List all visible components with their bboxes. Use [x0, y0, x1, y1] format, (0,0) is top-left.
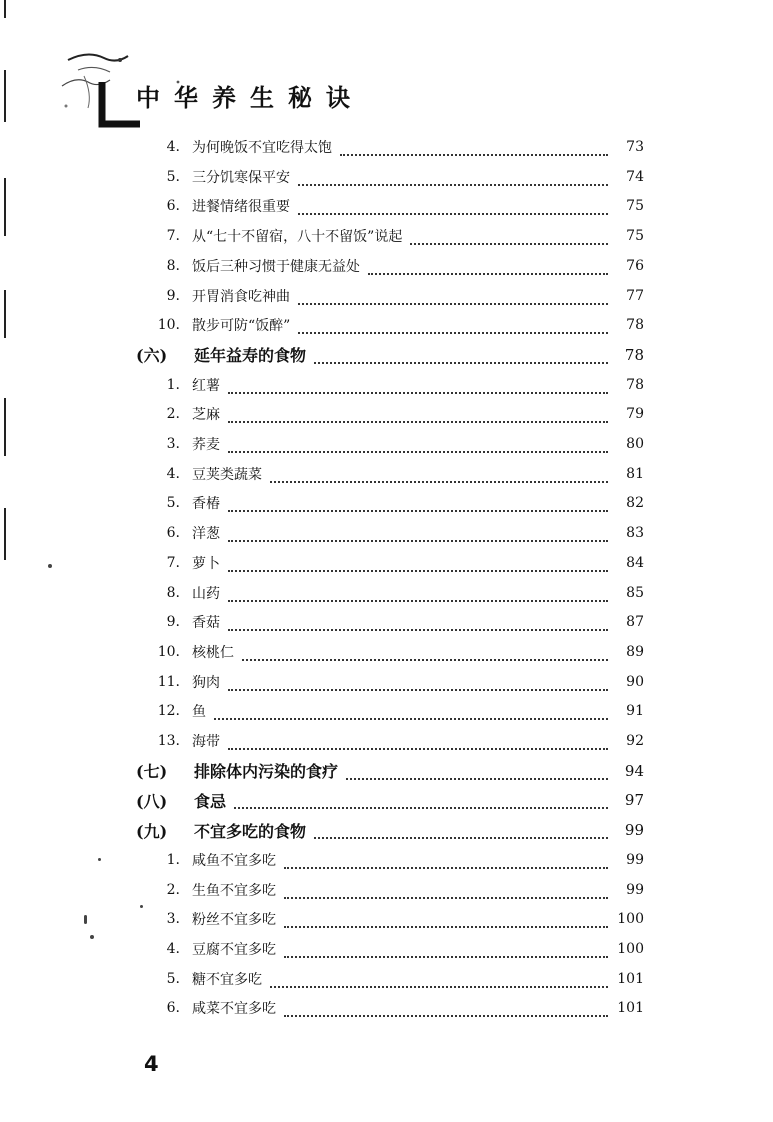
toc-entry-page: 101	[617, 1000, 644, 1017]
toc-entry-number: 12.	[157, 703, 180, 720]
toc-leader-dots	[228, 675, 608, 691]
toc-entry-row	[0, 162, 773, 192]
toc-section-row	[0, 340, 773, 370]
toc-entry-page: 78	[626, 317, 644, 334]
toc-entry-row	[0, 132, 773, 162]
toc-entry-number: 8.	[166, 584, 180, 601]
toc-entry-row	[0, 578, 773, 608]
toc-entry-row	[0, 696, 773, 726]
toc-leader-dots	[284, 853, 608, 869]
toc-entry-row	[0, 904, 773, 934]
scan-speck	[48, 564, 52, 568]
toc-entry-title: 红薯	[192, 377, 220, 394]
toc-entry-page: 84	[626, 554, 644, 571]
toc-entry-row	[0, 281, 773, 311]
scan-speck	[84, 915, 87, 924]
toc-entry-page: 85	[626, 584, 644, 601]
toc-leader-dots	[270, 972, 608, 988]
toc-entry-title: 开胃消食吃神曲	[192, 288, 290, 305]
toc-entry-title: 山药	[192, 585, 220, 602]
toc-entry-title: 为何晚饭不宜吃得太饱	[192, 140, 332, 156]
scan-speck	[98, 858, 101, 861]
toc-entry-row	[0, 518, 773, 548]
toc-entry-row	[0, 459, 773, 489]
toc-entry-page: 83	[626, 525, 644, 542]
toc-entry-title: 进餐情绪很重要	[192, 199, 290, 216]
toc-leader-dots	[242, 645, 608, 661]
toc-leader-dots	[298, 289, 608, 305]
toc-entry-number: 7.	[166, 228, 180, 245]
toc-entry-row	[0, 221, 773, 251]
toc-entry-page: 101	[617, 970, 644, 987]
toc-entry-title: 糖不宜多吃	[192, 971, 262, 988]
toc-entry-page: 89	[626, 643, 644, 660]
toc-leader-dots	[298, 199, 608, 215]
toc-entry-page: 80	[626, 436, 644, 452]
toc-leader-dots	[228, 496, 608, 512]
toc-entry-row	[0, 607, 773, 637]
toc-entry-number: 6.	[166, 1000, 180, 1017]
toc-entry-title: 生鱼不宜多吃	[192, 882, 276, 899]
toc-entry-page: 99	[624, 821, 644, 840]
toc-entry-number: 4.	[166, 940, 180, 957]
toc-entry-number: 3.	[166, 911, 180, 928]
toc-entry-page: 75	[626, 228, 644, 245]
toc-entry-row	[0, 251, 773, 281]
toc-entry-number: 10.	[157, 317, 180, 334]
toc-entry-number: 9.	[166, 287, 180, 304]
toc-leader-dots	[270, 467, 608, 483]
toc-leader-dots	[368, 259, 608, 275]
toc-leader-dots	[314, 348, 608, 364]
toc-entry-number: 4.	[166, 139, 180, 155]
toc-entry-number: 10.	[157, 643, 180, 660]
toc-entry-title: 不宜多吃的食物	[194, 821, 307, 841]
toc-entry-row	[0, 191, 773, 221]
toc-leader-dots	[228, 407, 608, 423]
scan-margin-line	[4, 70, 6, 122]
toc-entry-number: 7.	[166, 554, 180, 571]
toc-entry-title: 萝卜	[192, 555, 220, 572]
toc-entry-page: 73	[626, 139, 644, 155]
toc-entry-page: 78	[626, 376, 644, 393]
toc-entry-title: 鱼	[192, 704, 206, 721]
toc-entry-page: 87	[626, 614, 644, 631]
toc-entry-page: 100	[617, 940, 644, 957]
toc-entry-number: (七)	[136, 762, 168, 782]
toc-entry-row	[0, 667, 773, 697]
toc-leader-dots	[228, 378, 608, 394]
toc-entry-number: (六)	[136, 346, 168, 366]
toc-entry-title: 豆荚类蔬菜	[192, 466, 262, 483]
toc-entry-number: (八)	[136, 791, 168, 811]
toc-entry-title: 粉丝不宜多吃	[192, 912, 276, 929]
toc-entry-page: 77	[626, 287, 644, 304]
toc-entry-page: 90	[626, 673, 644, 690]
toc-leader-dots	[284, 912, 608, 928]
toc-entry-page: 79	[626, 406, 644, 423]
toc-entry-row	[0, 875, 773, 905]
toc-entry-number: 2.	[166, 406, 180, 423]
toc-entry-title: 排除体内污染的食疗	[194, 762, 339, 782]
toc-entry-title: 咸鱼不宜多吃	[192, 852, 276, 869]
toc-entry-row	[0, 429, 773, 459]
toc-entry-number: 1.	[166, 376, 180, 393]
toc-leader-dots	[284, 942, 608, 958]
toc-entry-page: 74	[626, 168, 644, 185]
toc-entry-number: 11.	[157, 673, 180, 690]
toc-entry-row	[0, 845, 773, 875]
toc-entry-title: 咸菜不宜多吃	[192, 1001, 276, 1018]
toc-entry-row	[0, 934, 773, 964]
toc-entry-title: 狗肉	[192, 674, 220, 691]
toc-entry-row	[0, 370, 773, 400]
toc-entry-page: 99	[626, 881, 644, 898]
toc-entry-number: 4.	[166, 465, 180, 482]
toc-entry-row	[0, 399, 773, 429]
toc-entry-title: 饭后三种习惯于健康无益处	[192, 258, 360, 275]
toc-leader-dots	[214, 704, 608, 720]
toc-entry-row	[0, 637, 773, 667]
toc-entry-row	[0, 310, 773, 340]
toc-entry-number: 8.	[166, 257, 180, 274]
toc-entry-number: 6.	[166, 198, 180, 215]
toc-entry-row	[0, 488, 773, 518]
book-title: 中华养生秘诀	[136, 83, 364, 112]
toc-leader-dots	[228, 615, 608, 631]
toc-leader-dots	[298, 318, 608, 334]
toc-entry-title: 海带	[192, 734, 220, 750]
toc-section-row	[0, 785, 773, 815]
toc-entry-number: 3.	[166, 436, 180, 452]
toc-entry-title: 香菇	[192, 615, 220, 632]
toc-leader-dots	[340, 140, 608, 156]
toc-entry-title: 香椿	[192, 496, 220, 513]
toc-leader-dots	[346, 764, 608, 780]
toc-entry-title: 豆腐不宜多吃	[192, 941, 276, 958]
toc-entry-number: 2.	[166, 881, 180, 898]
toc-entry-row	[0, 726, 773, 756]
toc-entry-page: 78	[624, 345, 644, 364]
toc-entry-page: 76	[626, 257, 644, 274]
toc-entry-title: 延年益寿的食物	[194, 346, 307, 366]
toc-entry-title: 芝麻	[192, 407, 220, 424]
toc-leader-dots	[410, 229, 608, 245]
toc-entry-number: (九)	[136, 821, 168, 841]
toc-entry-page: 94	[624, 761, 644, 780]
toc-entry-row	[0, 548, 773, 578]
toc-leader-dots	[228, 437, 608, 453]
scan-speck	[140, 905, 143, 908]
toc-leader-dots	[314, 823, 608, 839]
toc-entry-row	[0, 993, 773, 1023]
page-number: 4	[144, 1052, 159, 1076]
toc-leader-dots	[228, 526, 608, 542]
toc-entry-number: 6.	[166, 525, 180, 542]
toc-entry-number: 9.	[166, 614, 180, 631]
toc-entry-title: 从“七十不留宿，八十不留饭”说起	[192, 229, 403, 246]
toc-entry-number: 13.	[157, 733, 180, 749]
toc-entry-number: 5.	[166, 168, 180, 185]
toc-section-row	[0, 815, 773, 845]
toc-entry-page: 81	[626, 465, 644, 482]
toc-entry-title: 荞麦	[192, 437, 220, 453]
toc-leader-dots	[284, 1001, 608, 1017]
toc-leader-dots	[298, 170, 608, 186]
toc-entry-title: 三分饥寒保平安	[192, 169, 290, 186]
toc-entry-page: 75	[626, 198, 644, 215]
toc-entry-title: 食忌	[194, 791, 227, 811]
toc-entry-page: 92	[626, 733, 644, 749]
toc-entry-page: 91	[626, 703, 644, 720]
running-header	[58, 46, 388, 136]
scan-margin-line	[4, 0, 6, 18]
toc-entry-title: 洋葱	[192, 526, 220, 543]
toc-entry-page: 99	[626, 851, 644, 868]
scan-speck	[90, 935, 94, 939]
toc-entry-number: 1.	[166, 851, 180, 868]
toc-entry-title: 散步可防“饭醉”	[192, 318, 291, 335]
toc-entry-page: 97	[624, 791, 644, 810]
toc-entry-number: 5.	[166, 495, 180, 512]
toc-entry-row	[0, 964, 773, 994]
toc-leader-dots	[284, 883, 608, 899]
toc-section-row	[0, 756, 773, 786]
toc-entry-title: 核桃仁	[192, 644, 234, 661]
toc-leader-dots	[228, 556, 608, 572]
toc-entry-page: 82	[626, 495, 644, 512]
toc-entry-number: 5.	[166, 970, 180, 987]
toc-leader-dots	[234, 793, 608, 809]
toc-entry-page: 100	[617, 911, 644, 928]
toc-leader-dots	[228, 734, 608, 750]
toc-leader-dots	[228, 586, 608, 602]
